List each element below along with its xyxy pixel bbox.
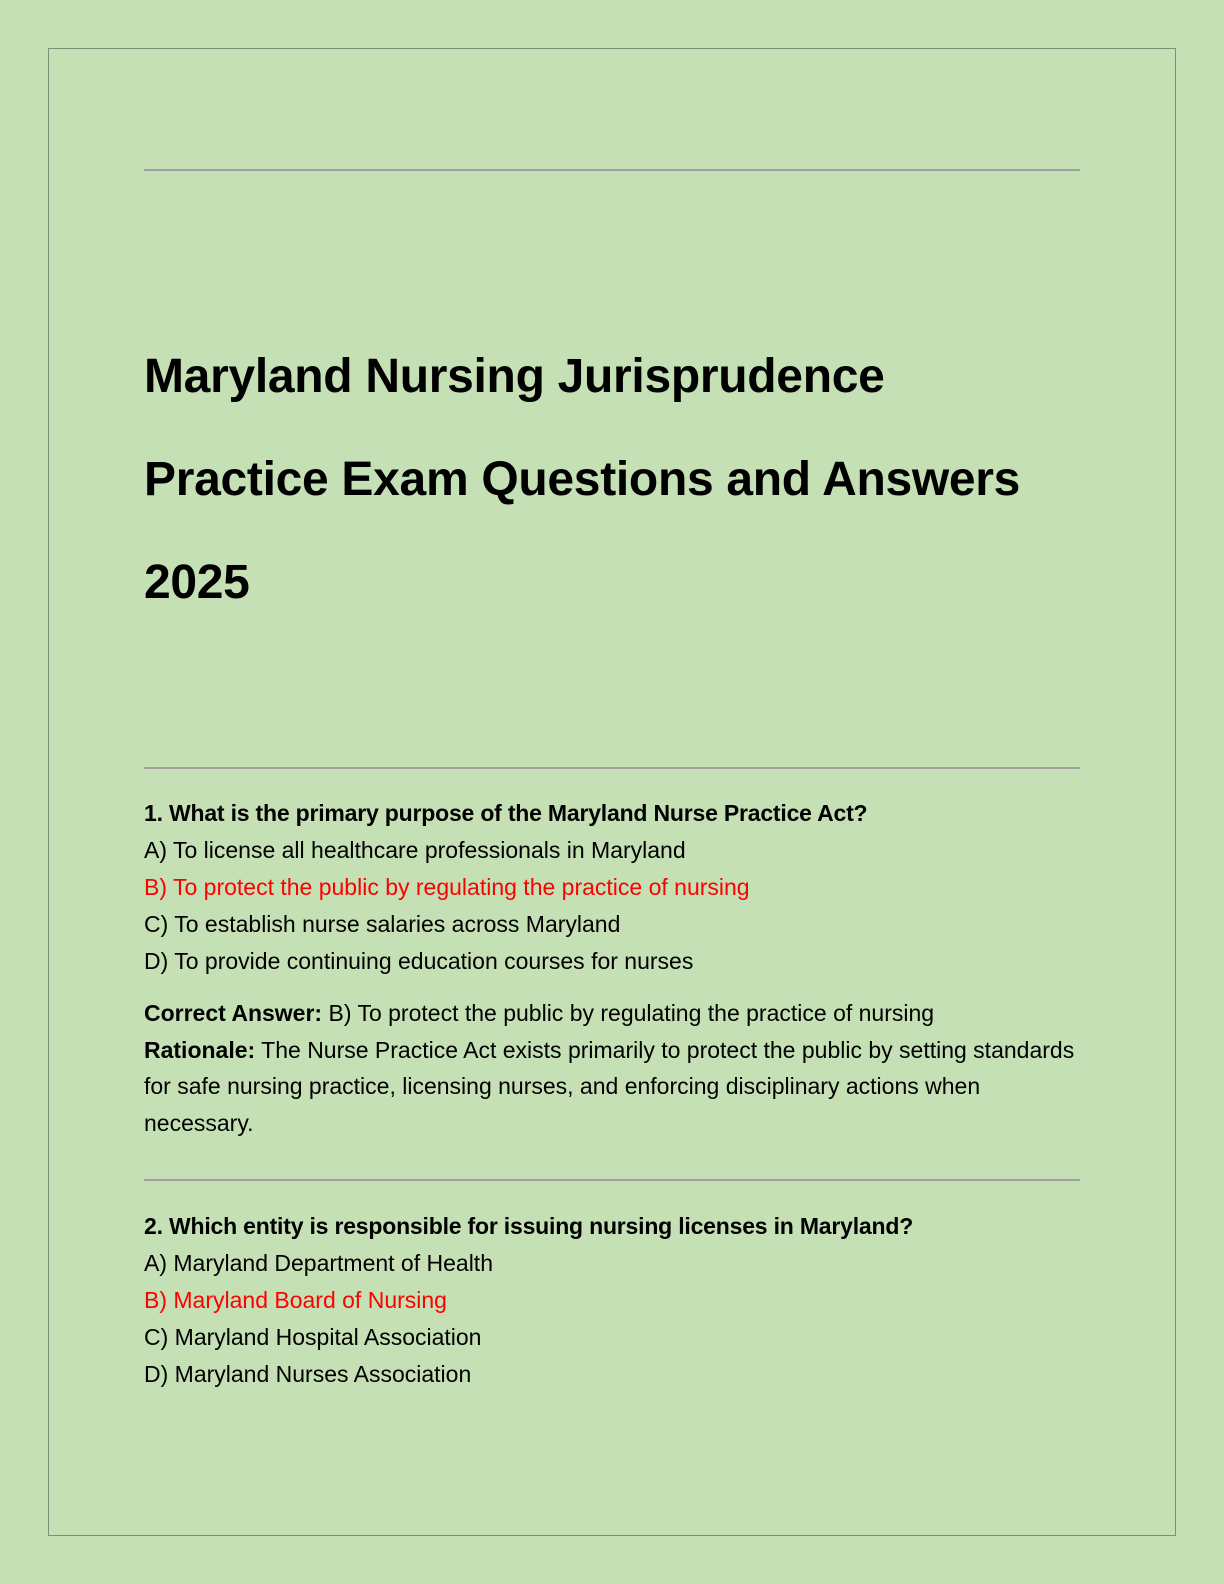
question-1-option-b-correct: B) To protect the public by regulating the practice of nursing — [144, 874, 750, 900]
question-1-correct-answer — [144, 995, 1080, 1032]
question-2-option-c: C) Maryland Hospital Association — [144, 1324, 482, 1350]
question-2-option-b-correct: B) Maryland Board of Nursing — [144, 1287, 447, 1313]
title-line-3: 2025 — [144, 556, 250, 609]
question-divider — [144, 1179, 1080, 1181]
top-divider — [144, 169, 1080, 171]
title-divider — [144, 767, 1080, 769]
title-line-1: Maryland Nursing Jurisprudence — [144, 350, 885, 403]
correct-answer-value: B) To protect the public by regulating the practice of nursing — [328, 1000, 935, 1026]
rationale-label: Rationale: — [144, 1036, 256, 1063]
question-2 — [144, 1208, 1080, 1393]
question-2-text: 2. Which entity is responsible for issuing nursing licenses in Maryland? — [144, 1213, 914, 1239]
question-1-text: 1. What is the primary purpose of the Maryland Nurse Practice Act? — [144, 800, 868, 826]
correct-answer-label: Correct Answer: — [144, 1000, 323, 1026]
title-line-2: Practice Exam Questions and Answers — [144, 453, 1021, 506]
question-1-option-d: D) To provide continuing education courses for nurses — [144, 948, 694, 974]
rationale-text: The Nurse Practice Act exists primarily to protect the public by setting standards for safe nursing practice, licensing nurses, and enforcing disciplinary actions when necessary. — [144, 1036, 1075, 1136]
question-1-option-c: C) To establish nurse salaries across Maryland — [144, 911, 621, 937]
question-1-rationale — [144, 1032, 1080, 1142]
question-2-option-a: A) Maryland Department of Health — [144, 1250, 493, 1276]
question-2-option-d: D) Maryland Nurses Association — [144, 1361, 472, 1387]
question-1-explanation — [144, 995, 1080, 1141]
question-1-option-a: A) To license all healthcare professionals in Maryland — [144, 837, 686, 863]
question-1 — [144, 795, 1080, 1141]
document-title — [144, 325, 1084, 634]
